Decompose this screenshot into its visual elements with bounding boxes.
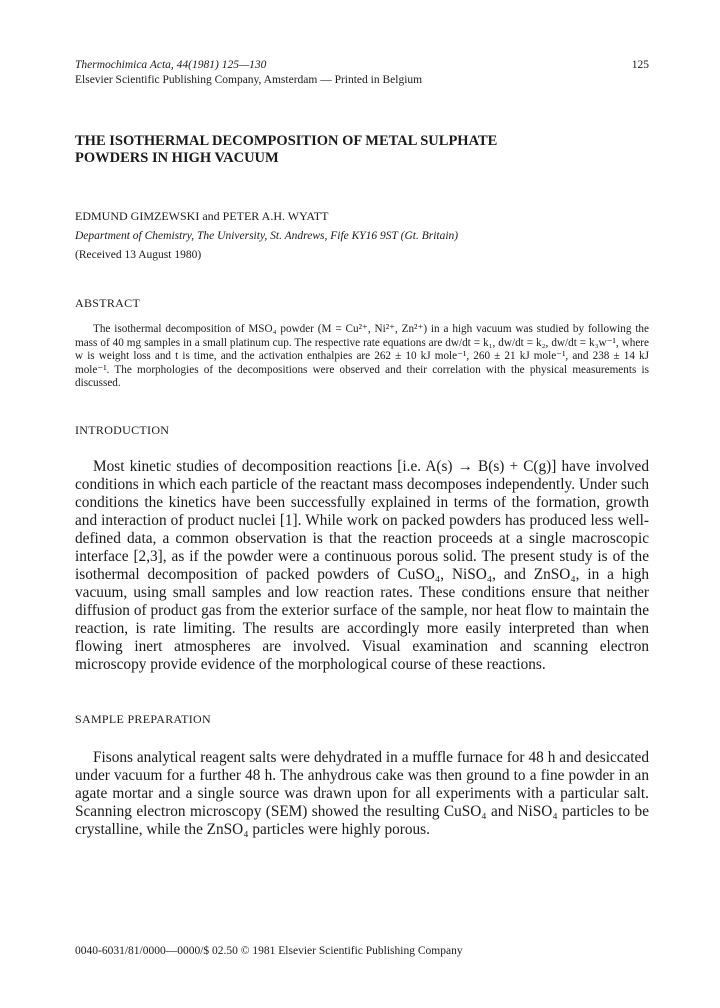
author-list: EDMUND GIMZEWSKI and PETER A.H. WYATT (75, 209, 329, 223)
journal-citation: Thermochimica Acta, 44(1981) 125—130 (75, 59, 267, 71)
introduction-heading: INTRODUCTION (75, 422, 170, 437)
article-title (75, 133, 649, 167)
page-number: 125 (631, 59, 649, 71)
journal-page (75, 58, 649, 839)
sample-preparation-paragraph: Fisons analytical reagent salts were dehydrated in a muffle furnace for 48 h and desiccated under vacuum for a further 48 h. The anhydrous cake was then ground to a fine powder in an agate mortar and a single source was drawn upon for all experiments with a particular salt. Scanning electron microscopy (SEM) showed the resulting CuSO₄ and NiSO₄ particles to be crystalline, while the ZnSO₄ particles were highly porous. (75, 748, 649, 838)
received-date: (Received 13 August 1980) (75, 249, 202, 261)
copyright-footer: 0040-6031/81/0000—0000/$ 02.50 © 1981 Elsevier Scientific Publishing Company (75, 945, 463, 957)
sample-preparation-body (75, 749, 649, 839)
affiliation: Department of Chemistry, The University, St. Andrews, Fife KY16 9ST (Gt. Britain) (75, 230, 459, 242)
abstract-body (75, 323, 649, 391)
running-header (75, 58, 649, 73)
abstract-paragraph: The isothermal decomposition of MSO₄ powder (M = Cu²⁺, Ni²⁺, Zn²⁺) in a high vacuum was studied by following the mass of 40 mg samples in a small platinum cup. The respective rate equations are dw/dt = k₁, dw/dt = k₂, dw/dt = k₃w⁻¹, where w is weight loss and t is time, and the activation enthalpies are 262 ± 10 kJ mole⁻¹, 260 ± 21 kJ mole⁻¹, and 238 ± 14 kJ mole⁻¹. The morphologies of the decompositions were observed and their correlation with the physical measurements is discussed. (75, 323, 649, 389)
title-line-2: POWDERS IN HIGH VACUUM (75, 150, 279, 166)
abstract-heading: ABSTRACT (75, 296, 141, 310)
introduction-paragraph: Most kinetic studies of decomposition reactions [i.e. A(s) → B(s) + C(g)] have involved conditions in which each particle of the reactant mass decomposes independently. Under such conditions the kinetics have been successfully explained in terms of the formation, growth and interaction of product nuclei [1]. While work on packed powders has produced less well-defined data, a common observation is that the reaction proceeds at a single macroscopic interface [2,3], as if the powder were a continuous porous solid. The present study is of the isothermal decomposition of packed powders of CuSO₄, NiSO₄, and ZnSO₄, in a high vacuum, using small samples and low reaction rates. These conditions ensure that neither diffusion of product gas from the exterior surface of the sample, nor heat flow to maintain the reaction, is rate limiting. The results are accordingly more easily interpreted than when flowing inert atmospheres are involved. Visual examination and scanning electron microscopy provide evidence of the morphological course of these reactions. (75, 457, 649, 673)
sample-preparation-heading: SAMPLE PREPARATION (75, 711, 211, 726)
title-line-1: THE ISOTHERMAL DECOMPOSITION OF METAL SULPHATE (75, 133, 498, 149)
publisher-line: Elsevier Scientific Publishing Company, Amsterdam — Printed in Belgium (75, 74, 423, 86)
introduction-body (75, 458, 649, 674)
